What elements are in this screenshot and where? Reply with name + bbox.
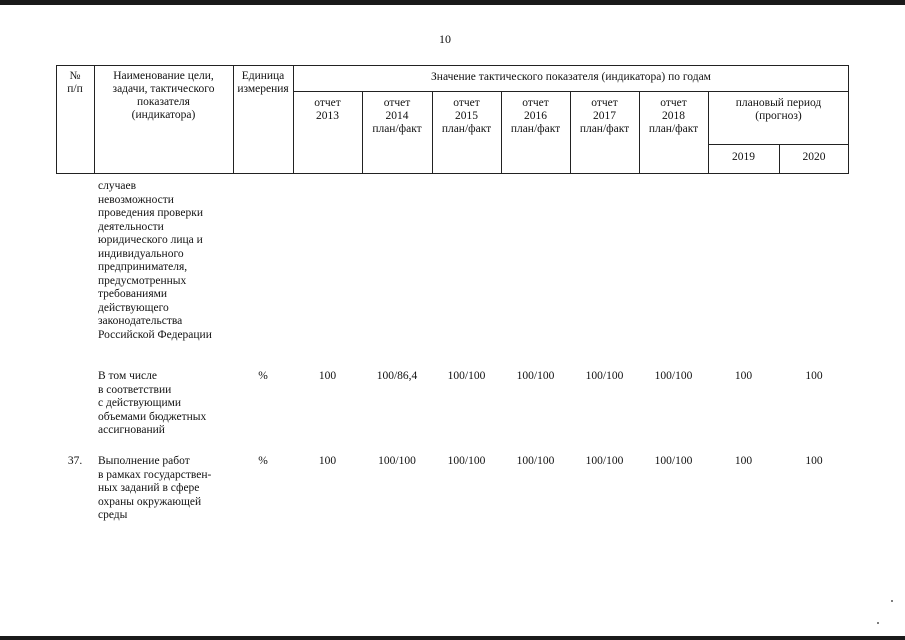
header-year-2019: 2019 <box>732 151 755 163</box>
scan-speck <box>891 600 893 602</box>
header-year-2017: отчет 2017 план/факт <box>579 97 630 135</box>
header-bottom-border <box>56 173 849 174</box>
continuation-text: случаев невозможности проведения проверки деятельности юридического лица и индивидуального предпринимателя, предусмотренных требованиями действующего законодательства Российской Федерации <box>98 180 212 341</box>
value-2019: 100 <box>734 455 753 467</box>
row-name: В том числе в соответствии с действующими объемами бюджетных ассигнований <box>98 370 207 436</box>
value-2016: 100/100 <box>516 455 555 467</box>
header-name: Наименование цели, задачи, тактического показателя (индикатора) <box>112 70 215 121</box>
header-years-divider <box>293 91 849 92</box>
value-2016: 100/100 <box>516 370 555 382</box>
header-year-2014: отчет 2014 план/факт <box>372 97 422 135</box>
header-year-2020: 2020 <box>802 151 826 163</box>
header-year-2015: отчет 2015 план/факт <box>441 97 492 135</box>
value-2017: 100/100 <box>585 455 624 467</box>
value-2013: 100 <box>318 370 337 382</box>
value-2013: 100 <box>318 455 337 467</box>
row-number: 37. <box>67 455 83 467</box>
value-2017: 100/100 <box>585 370 624 382</box>
scan-speck <box>877 622 879 624</box>
bottom-page-rule <box>0 636 905 640</box>
value-2015: 100/100 <box>447 370 486 382</box>
row-unit: % <box>258 455 268 467</box>
header-year-2018: отчет 2018 план/факт <box>648 97 699 135</box>
header-unit: Единица измерения <box>237 70 289 95</box>
value-2014: 100/100 <box>378 455 416 467</box>
value-2018: 100/100 <box>654 455 693 467</box>
page-number: 10 <box>439 32 451 46</box>
top-page-rule <box>0 0 905 5</box>
value-2014: 100/86,4 <box>376 370 418 382</box>
header-no: № п/п <box>67 70 83 95</box>
row-name: Выполнение работ в рамках государствен- ных заданий в сфере охраны окружающей среды <box>98 455 212 521</box>
header-year-2016: отчет 2016 план/факт <box>510 97 561 135</box>
header-planned-period: плановый период (прогноз) <box>735 97 822 122</box>
header-values-title: Значение тактического показателя (индикатора) по годам <box>431 71 711 83</box>
row-unit: % <box>258 370 268 382</box>
value-2015: 100/100 <box>447 455 486 467</box>
value-2018: 100/100 <box>654 370 693 382</box>
value-2020: 100 <box>805 370 823 382</box>
value-2019: 100 <box>734 370 753 382</box>
header-year-2013: отчет 2013 <box>314 97 341 122</box>
header-top-border <box>56 65 849 66</box>
value-2020: 100 <box>805 455 823 467</box>
